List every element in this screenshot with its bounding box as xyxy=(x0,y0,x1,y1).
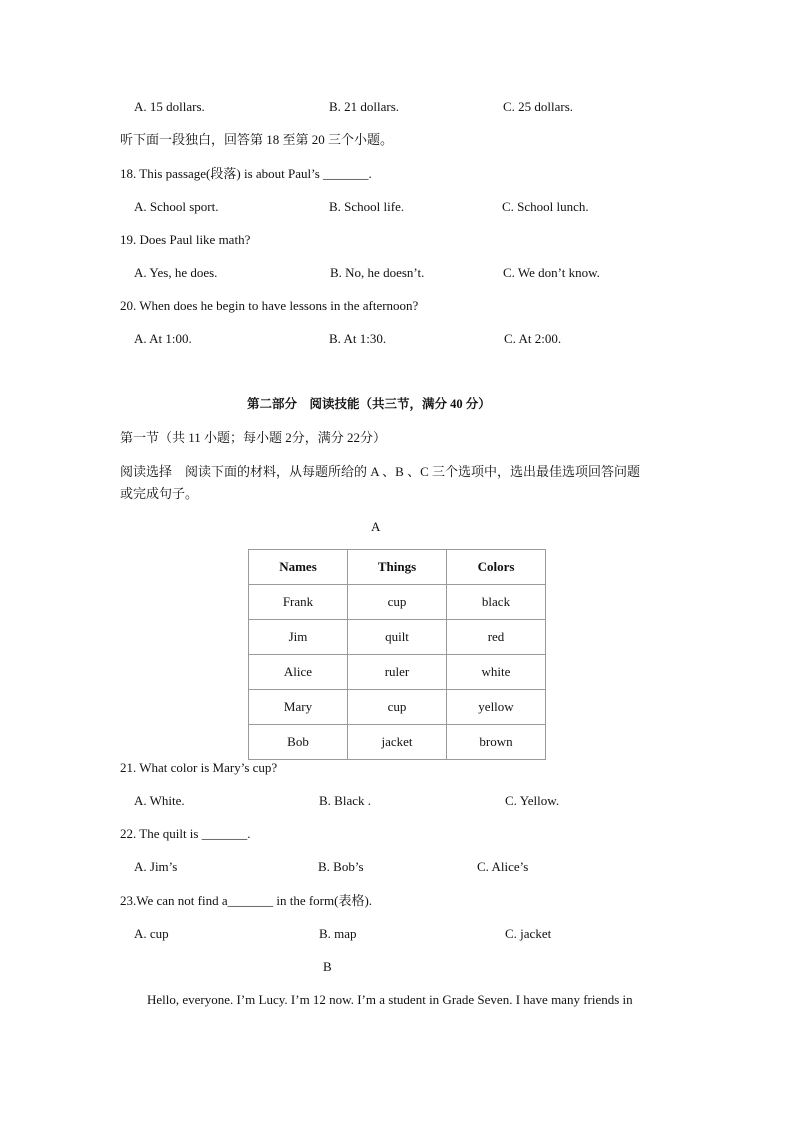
q18-option-a: A. School sport. xyxy=(134,199,219,214)
q18-stem: 18. This passage(段落) is about Paul’s _______. xyxy=(120,166,372,181)
table-cell: jacket xyxy=(348,725,447,760)
q19-option-c: C. We don’t know. xyxy=(503,265,600,280)
q17-option-c: C. 25 dollars. xyxy=(503,99,574,114)
passage-b-label: B xyxy=(323,959,332,974)
q21-option-c: C. Yellow. xyxy=(505,793,560,808)
table-row xyxy=(249,690,546,725)
table-header-things: Things xyxy=(348,550,447,585)
q19-option-b: B. No, he doesn’t. xyxy=(330,265,425,280)
table-cell: black xyxy=(447,585,546,620)
q22-option-b: B. Bob’s xyxy=(318,859,364,874)
table-row xyxy=(249,725,546,760)
table-cell: ruler xyxy=(348,655,447,690)
q23-stem: 23.We can not find a_______ in the form(表格). xyxy=(120,893,373,908)
table-cell: white xyxy=(447,655,546,690)
table-cell: red xyxy=(447,620,546,655)
table-header-row xyxy=(249,550,546,585)
table-cell: cup xyxy=(348,585,447,620)
things-colors-table xyxy=(248,549,546,760)
table-cell: cup xyxy=(348,690,447,725)
listening-instruction: 听下面一段独白，回答第 18 至第 20 三个小题。 xyxy=(120,132,394,147)
table-cell: Alice xyxy=(249,655,348,690)
part2-heading: 第二部分 阅读技能（共三节，满分 40 分） xyxy=(247,397,491,411)
passage-b-first-line: Hello, everyone. I’m Lucy. I’m 12 now. I’m a student in Grade Seven. I have many friends in xyxy=(147,992,633,1007)
q17-option-b: B. 21 dollars. xyxy=(329,99,400,114)
q22-option-c: C. Alice’s xyxy=(477,859,529,874)
q18-option-b: B. School life. xyxy=(329,199,405,214)
table-row xyxy=(249,585,546,620)
table-row xyxy=(249,655,546,690)
q23-option-a: A. cup xyxy=(134,926,169,941)
q21-option-b: B. Black . xyxy=(319,793,371,808)
q23-option-c: C. jacket xyxy=(505,926,552,941)
q20-option-a: A. At 1:00. xyxy=(134,331,192,346)
q20-option-b: B. At 1:30. xyxy=(329,331,387,346)
q21-option-a: A. White. xyxy=(134,793,185,808)
q18-option-c: C. School lunch. xyxy=(502,199,589,214)
reading-instruction-line1: 阅读选择 阅读下面的材料，从每题所给的 A 、B 、C 三个选项中，选出最佳选项回答问题 xyxy=(120,464,641,479)
q23-option-b: B. map xyxy=(319,926,357,941)
table-cell: Bob xyxy=(249,725,348,760)
table-cell: quilt xyxy=(348,620,447,655)
table-cell: Mary xyxy=(249,690,348,725)
q19-option-a: A. Yes, he does. xyxy=(134,265,218,280)
q22-stem: 22. The quilt is _______. xyxy=(120,826,251,841)
q21-stem: 21. What color is Mary’s cup? xyxy=(120,760,278,775)
table-cell: yellow xyxy=(447,690,546,725)
table-header-names: Names xyxy=(249,550,348,585)
q17-option-a: A. 15 dollars. xyxy=(134,99,205,114)
section1-heading: 第一节（共 11 小题；每小题 2分，满分 22分） xyxy=(120,430,387,445)
passage-a-label: A xyxy=(371,519,381,534)
q20-stem: 20. When does he begin to have lessons in the afternoon? xyxy=(120,298,419,313)
table-row xyxy=(249,620,546,655)
table-header-colors: Colors xyxy=(447,550,546,585)
reading-instruction-line2: 或完成句子。 xyxy=(120,486,199,501)
q22-option-a: A. Jim’s xyxy=(134,859,178,874)
table-cell: Jim xyxy=(249,620,348,655)
table-cell: Frank xyxy=(249,585,348,620)
q19-stem: 19. Does Paul like math? xyxy=(120,232,251,247)
table-cell: brown xyxy=(447,725,546,760)
q20-option-c: C. At 2:00. xyxy=(504,331,562,346)
